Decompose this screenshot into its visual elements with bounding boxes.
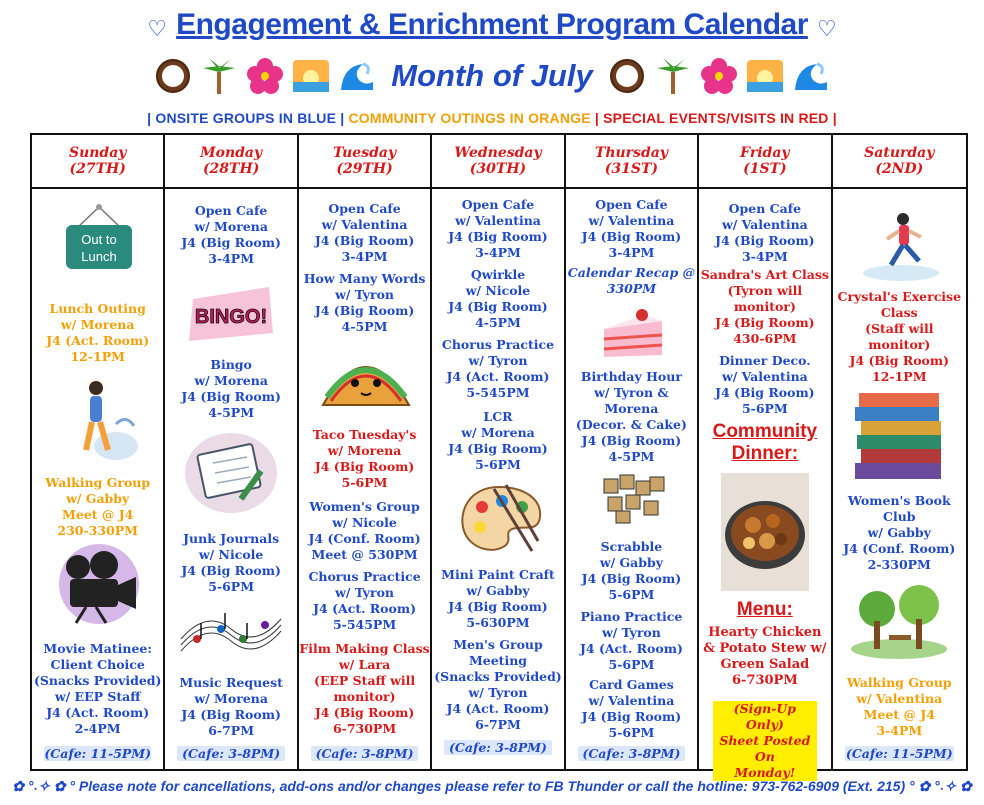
month-title: Month of July: [391, 58, 593, 93]
event-junk-journals: Junk Journals w/ Nicole J4 (Big Room) 5-6PM: [181, 531, 281, 594]
event-chorus-practice: Chorus Practice w/ Tyron J4 (Act. Room) 5-545PM: [441, 337, 555, 400]
heart-icon: ♡: [817, 17, 837, 42]
cafe-hours: (Cafe: 3-8PM): [444, 740, 551, 755]
event-womens-group: Women's Group w/ Nicole J4 (Conf. Room) Meet @ 530PM: [308, 499, 421, 562]
coconut-icon: [153, 56, 193, 96]
event-open-cafe: Open Cafe w/ Valentina J4 (Big Room) 3-4PM: [581, 197, 682, 260]
cafe-hours: (Cafe: 3-8PM): [177, 746, 284, 761]
cafe-hours: (Cafe: 3-8PM): [578, 746, 685, 761]
cafe-hours: (Cafe: 11-5PM): [845, 746, 953, 761]
books-icon: [851, 389, 947, 487]
day-name: Thursday: [594, 145, 668, 161]
wave-icon: [791, 56, 831, 96]
signup-note: (Sign-Up Only) Sheet Posted On Monday!: [713, 701, 816, 781]
day-header: [833, 135, 966, 189]
sign-text: Out to: [81, 232, 117, 247]
event-open-cafe: Open Cafe w/ Valentina J4 (Big Room) 3-4PM: [715, 201, 815, 264]
scrabble-tiles-icon: [600, 473, 666, 525]
palm-tree-icon: [653, 56, 693, 96]
day-header: [299, 135, 430, 189]
day-date: (27TH): [69, 161, 126, 177]
event-walking-group: Walking Group w/ Gabby Meet @ J4 230-330PM: [45, 475, 151, 538]
day-column-saturday: [833, 135, 966, 771]
event-how-many-words: How Many Words w/ Tyron J4 (Big Room) 4-5PM: [303, 271, 426, 334]
event-lunch-outing: Lunch Outing w/ Morena J4 (Act. Room) 12-1PM: [46, 301, 150, 364]
day-name: Monday: [200, 145, 263, 161]
day-date: (2ND): [875, 161, 924, 177]
menu-heading: Menu:: [736, 599, 793, 620]
day-name: Friday: [740, 145, 790, 161]
event-birthday-hour: Birthday Hour w/ Tyron & Morena (Decor. & Cake) J4 (Big Room) 4-5PM: [575, 369, 687, 464]
day-name: Saturday: [864, 145, 935, 161]
day-header: [566, 135, 697, 189]
event-movie-matinee: Movie Matinee: Client Choice (Snacks Provided) w/ EEP Staff J4 (Act. Room) 2-4PM: [33, 641, 162, 736]
event-crystals-exercise-class: Crystal's Exercise Class (Staff will monitor) J4 (Big Room) 12-1PM: [837, 289, 962, 384]
event-sandras-art-class: Sandra's Art Class (Tyron will monitor) J4 (Big Room) 430-6PM: [700, 267, 829, 346]
event-card-games: Card Games w/ Valentina J4 (Big Room) 5-6PM: [581, 677, 682, 740]
day-column-wednesday: [432, 135, 565, 771]
cake-slice-icon: [600, 307, 666, 361]
day-date: (31ST): [604, 161, 659, 177]
event-lcr: LCR w/ Morena J4 (Big Room) 5-6PM: [448, 409, 548, 472]
flower-icon: ° ✿ °˖✧ ✿: [909, 778, 972, 794]
event-open-cafe: Open Cafe w/ Valentina J4 (Big Room) 3-4PM: [448, 197, 548, 260]
taco-icon: [317, 339, 415, 419]
event-chorus-practice: Chorus Practice w/ Tyron J4 (Act. Room) 5-545PM: [308, 569, 421, 632]
park-icon: [849, 581, 949, 661]
event-taco-tuesday: Taco Tuesday's w/ Morena J4 (Big Room) 5-6PM: [312, 427, 417, 490]
event-piano-practice: Piano Practice w/ Tyron J4 (Act. Room) 5-6PM: [579, 609, 683, 672]
legend-blue: | ONSITE GROUPS IN BLUE |: [147, 110, 345, 126]
day-name: Wednesday: [454, 145, 542, 161]
event-menu-details: Hearty Chicken & Potato Stew w/ Green Salad 6-730PM: [703, 625, 827, 688]
hibiscus-icon: [245, 56, 285, 96]
palm-tree-icon: [199, 56, 239, 96]
bingo-text: BINGO!: [195, 306, 268, 328]
calendar-grid: [30, 133, 968, 780]
event-qwirkle: Qwirkle w/ Nicole J4 (Big Room) 4-5PM: [448, 267, 548, 330]
sign-text: Lunch: [81, 249, 117, 264]
community-dinner-heading: Community Dinner:: [712, 421, 818, 464]
wave-icon: [337, 56, 377, 96]
page-title: Engagement & Enrichment Program Calendar: [176, 8, 808, 41]
day-name: Tuesday: [333, 145, 397, 161]
event-open-cafe: Open Cafe w/ Morena J4 (Big Room) 3-4PM: [181, 203, 281, 266]
cafe-hours: (Cafe: 11-5PM): [44, 746, 152, 761]
color-legend: [0, 110, 984, 126]
day-header: [32, 135, 163, 189]
event-film-making-class: Film Making Class w/ Lara (EEP Staff will monitor) J4 (Big Room) 6-730PM: [299, 641, 430, 736]
day-date: (28TH): [202, 161, 260, 177]
coconut-icon: [607, 56, 647, 96]
day-column-thursday: [566, 135, 699, 771]
cafe-hours: (Cafe: 3-8PM): [311, 746, 418, 761]
runner-icon: [859, 209, 943, 283]
paint-palette-icon: [454, 479, 544, 559]
day-column-sunday: [32, 135, 165, 771]
event-calendar-recap: Calendar Recap @ 330PM: [567, 265, 696, 296]
walking-person-icon: [56, 374, 142, 464]
out-to-lunch-sign-icon: [60, 203, 138, 273]
event-bingo: Bingo w/ Morena J4 (Big Room) 4-5PM: [181, 357, 281, 420]
footer-text: Please note for cancellations, add-ons and/or changes please refer to FB Thunder or call the hotline: 973-762-6909 (Ext. 215): [78, 778, 906, 794]
day-header: [699, 135, 830, 189]
legend-orange: COMMUNITY OUTINGS IN ORANGE: [348, 110, 591, 126]
day-date: (29TH): [336, 161, 393, 177]
movie-camera-icon: [46, 543, 152, 625]
day-date: (1ST): [743, 161, 787, 177]
event-walking-group: Walking Group w/ Valentina Meet @ J4 3-4PM: [846, 675, 952, 738]
event-mens-group: Men's Group Meeting (Snacks Provided) w/ Tyron J4 (Act. Room) 6-7PM: [434, 637, 562, 732]
day-header: [165, 135, 296, 189]
event-dinner-deco: Dinner Deco. w/ Valentina J4 (Big Room) 5-6PM: [715, 353, 815, 416]
day-date: (30TH): [469, 161, 527, 177]
event-mini-paint-craft: Mini Paint Craft w/ Gabby J4 (Big Room) 5-630PM: [441, 567, 555, 630]
music-notes-icon: [177, 599, 285, 667]
journal-icon: [181, 429, 281, 517]
sunset-icon: [745, 56, 785, 96]
event-womens-book-club: Women's Book Club w/ Gabby J4 (Conf. Room) 2-330PM: [843, 493, 956, 572]
legend-red: | SPECIAL EVENTS/VISITS IN RED |: [594, 110, 837, 126]
month-row: [0, 56, 984, 96]
title-row: [0, 8, 984, 42]
bingo-icon: [183, 279, 279, 351]
event-music-request: Music Request w/ Morena J4 (Big Room) 6-7PM: [179, 675, 283, 738]
day-column-monday: [165, 135, 298, 771]
chicken-stew-photo: [721, 473, 809, 591]
heart-icon: ♡: [147, 17, 167, 42]
event-open-cafe: Open Cafe w/ Valentina J4 (Big Room) 3-4PM: [314, 201, 415, 264]
footer-note: [0, 778, 984, 795]
hibiscus-icon: [699, 56, 739, 96]
flower-icon: ✿ °˖✧ ✿ °: [12, 778, 75, 794]
day-name: Sunday: [68, 145, 127, 161]
day-column-friday: [699, 135, 832, 780]
event-scrabble: Scrabble w/ Gabby J4 (Big Room) 5-6PM: [581, 539, 682, 602]
day-column-tuesday: [299, 135, 432, 771]
day-header: [432, 135, 563, 189]
sunset-icon: [291, 56, 331, 96]
